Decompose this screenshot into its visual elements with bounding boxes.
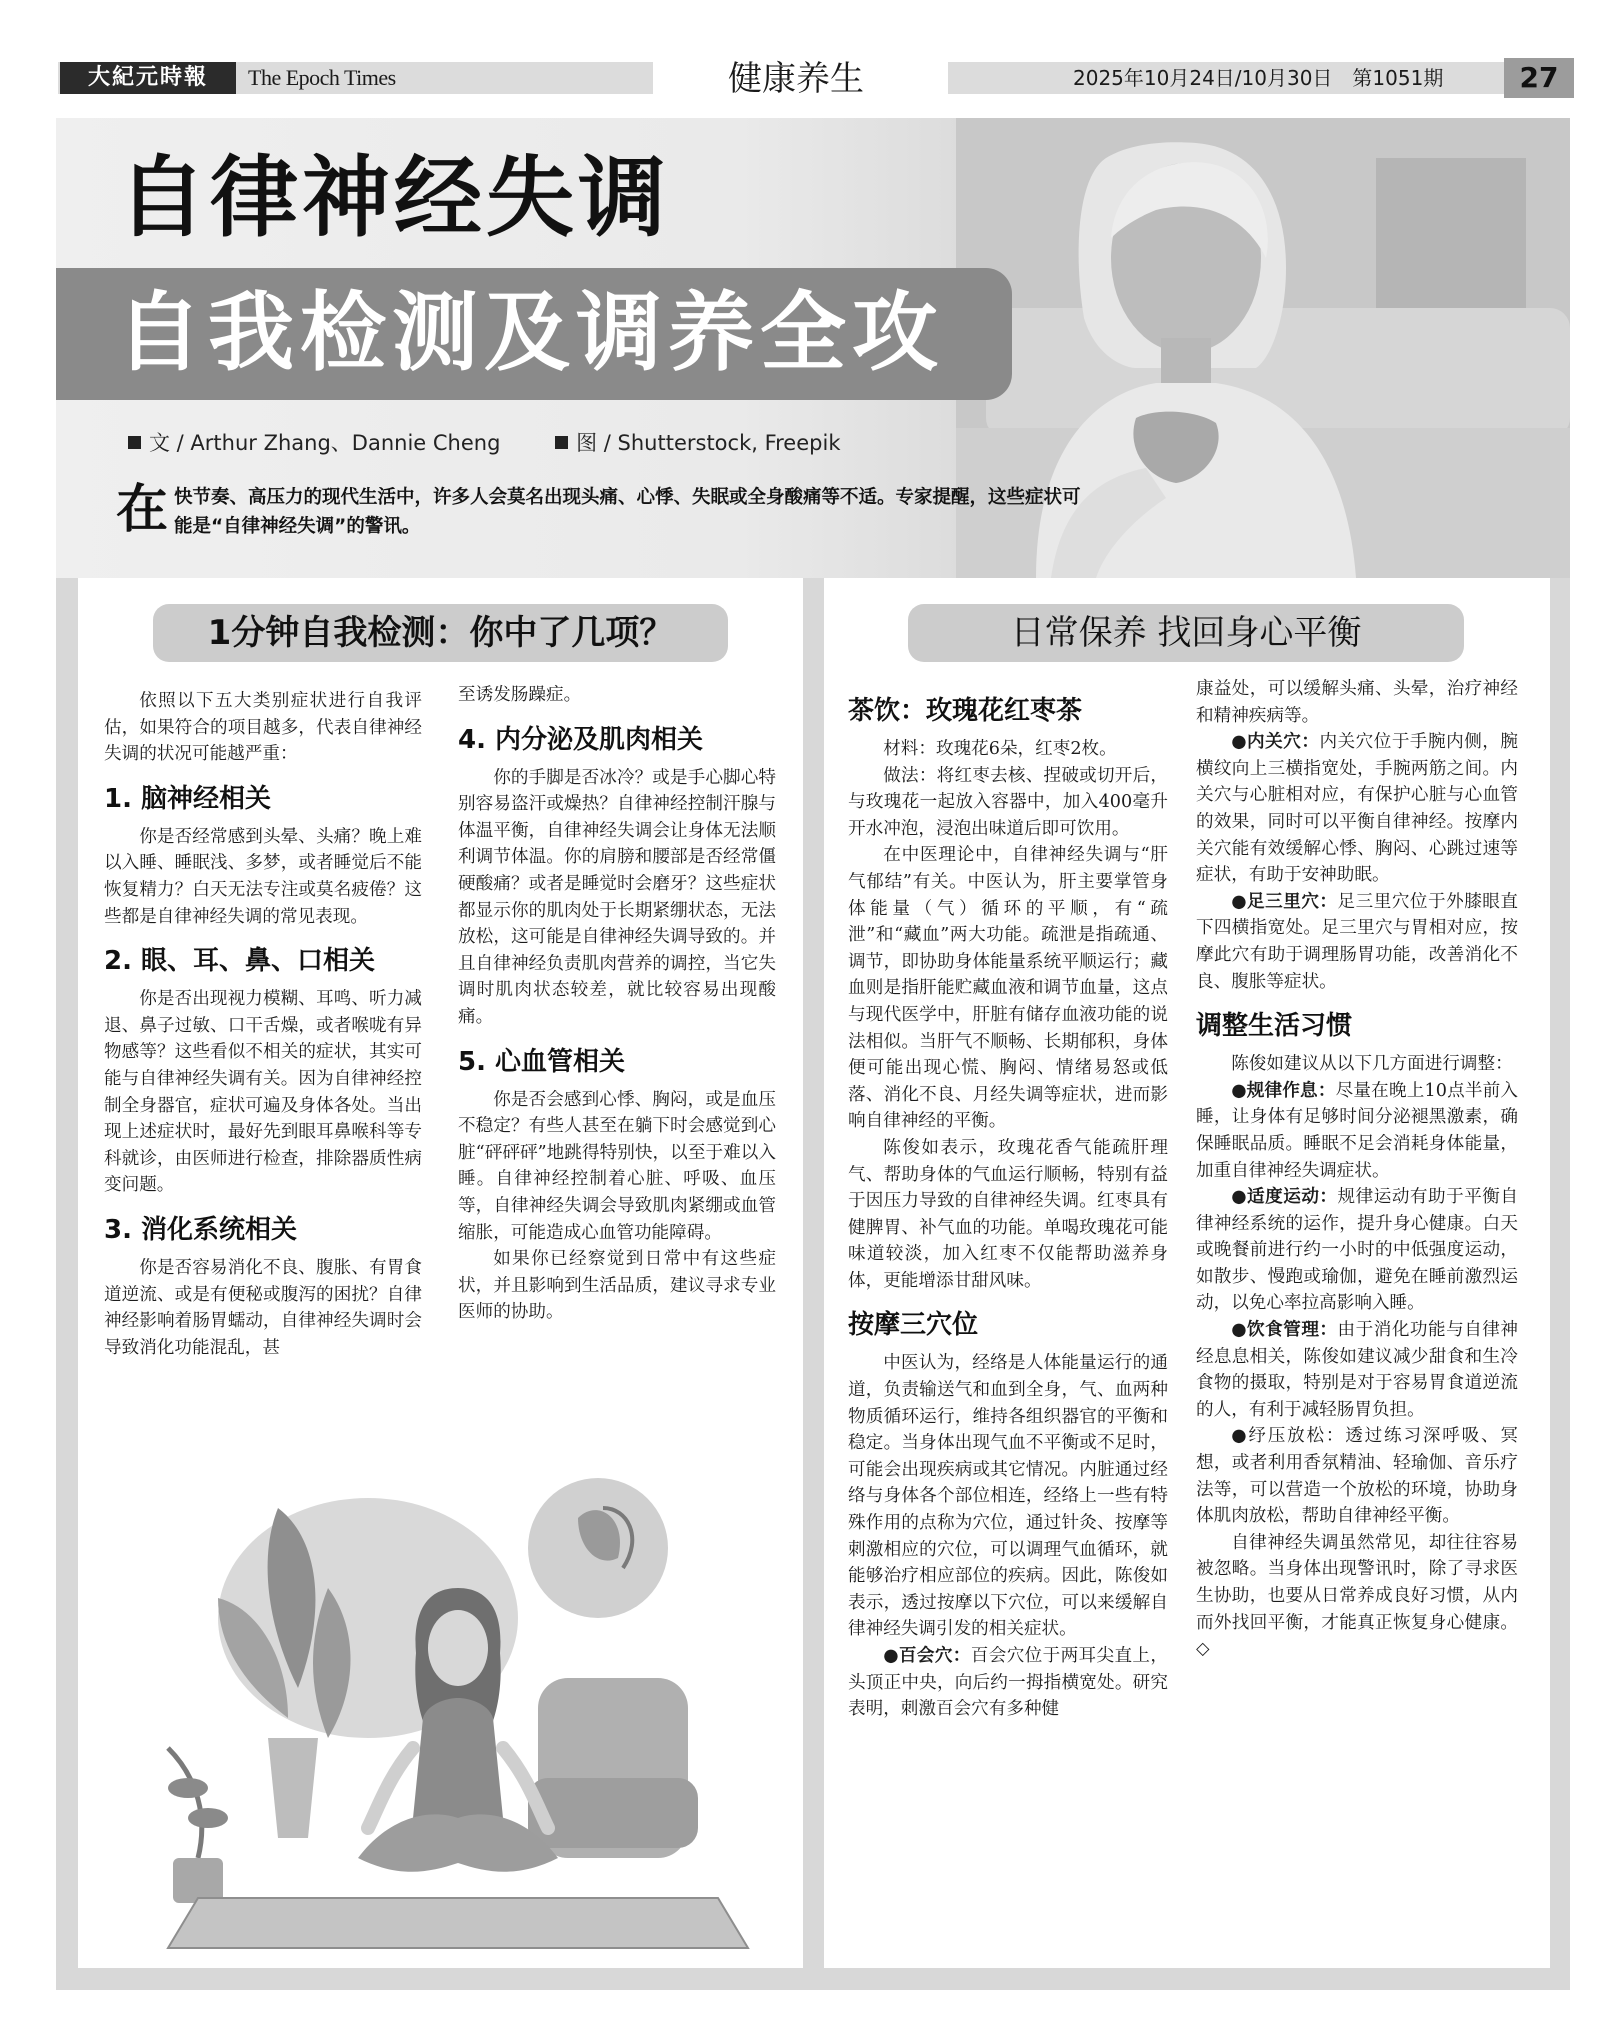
section-name: 健康养生 — [728, 59, 864, 99]
zusanli-label: ●足三里穴： — [1231, 891, 1338, 912]
byline — [128, 428, 840, 458]
digestion-continued: 至诱发肠躁症。 — [458, 685, 582, 705]
cardio-paragraph: 你是否会感到心悸、胸闷，或是血压不稳定？有些人甚至在躺下时会感觉到心脏“砰砰砰”地跳得特别快，以至于难以入睡。自律神经控制着心脏、呼吸、血压等，自律神经失调会导致肌肉紧绷或血管缩胀，可能造成心血管功能障碍。 — [458, 1089, 776, 1243]
section-heading-habits: 调整生活习惯 — [1196, 1011, 1353, 1042]
intro-paragraph: 依照以下五大类别症状进行自我评估，如果符合的项目越多，代表自律神经失调的状况可能越严重： — [104, 691, 422, 765]
title-line-1: 自律神经失调 — [118, 146, 671, 249]
tea-paragraph-1: 在中医理论中，自律神经失调与“肝气郁结”有关。中医认为，肝主要掌管身体能量（气）循环的平顺，有“疏泄”和“藏血”两大功能。疏泄是指疏通、调节，即协助身体能量系统平顺运行；藏血则是指肝能贮藏血液和调节血量，这点与现代医学中，肝脏有储存血液功能的说法相似。当肝气不顺畅、长期郁积，身体便可能出现心慌、胸闷、情绪易怒或低落、消化不良、月经失调等症状，进而影响自律神经的平衡。 — [848, 845, 1168, 1132]
right-column-1 — [848, 686, 1168, 1723]
section-heading-endocrine: 4. 内分泌及肌肉相关 — [458, 724, 704, 755]
habit-diet — [1196, 1317, 1518, 1423]
habit-diet-text: 由于消化功能与自律神经息息相关，陈俊如建议减少甜食和生冷食物的摄取，特别是对于容易胃食道逆流的人，有利于减轻肠胃负担。 — [1196, 1320, 1518, 1420]
baihui-continued: 康益处，可以缓解头痛、头晕，治疗神经和精神疾病等。 — [1196, 679, 1518, 726]
lede-paragraph — [116, 480, 1096, 541]
section-heading-senses: 2. 眼、耳、鼻、口相关 — [104, 946, 376, 977]
square-bullet-icon — [128, 436, 141, 449]
brain-paragraph: 你是否经常感到头晕、头痛？晚上难以入睡、睡眠浅、多梦，或者睡觉后不能恢复精力？白天无法专注或莫名疲倦？这些都是自律神经失调的常见表现。 — [104, 826, 422, 927]
section-heading-tea: 茶饮：玫瑰花红枣茶 — [848, 696, 1083, 726]
hero-banner — [56, 118, 1570, 578]
left-column-1 — [104, 688, 422, 1361]
byline-author: 文 / Arthur Zhang、Dannie Cheng — [149, 431, 501, 455]
lede-text: 快节奏、高压力的现代生活中，许多人会莫名出现头痛、心悸、失眠或全身酸痛等不适。专家提醒，这些症状可能是“自律神经失调”的警讯。 — [174, 487, 1081, 537]
habit-sleep-text: 尽量在晚上10点半前入睡，让身体有足够时间分泌褪黑激素，确保睡眠品质。睡眠不足会消耗身体能量，加重自律神经失调症状。 — [1196, 1080, 1518, 1181]
digestion-paragraph: 你是否容易消化不良、腹胀、有胃食道逆流、或是有便秘或腹泻的困扰？自律神经影响着肠胃蠕动，自律神经失调时会导致消化功能混乱，甚 — [104, 1257, 422, 1358]
neiguan-paragraph — [1196, 729, 1518, 889]
habit-diet-label: ●饮食管理： — [1231, 1320, 1338, 1341]
senses-paragraph: 你是否出现视力模糊、耳鸣、听力减退、鼻子过敏、口干舌燥，或者喉咙有异物感等？这些看似不相关的症状，其实可能与自律神经失调有关。因为自律神经控制全身器官，症状可遍及身体各处。当出现上述症状时，最好先到眼耳鼻喉科等专科就诊，由医师进行检查，排除器质性病变问题。 — [104, 989, 422, 1196]
tea-method: 做法：将红枣去核、捏破或切开后，与玫瑰花一起放入容器中，加入400毫升开水冲泡，浸泡出味道后即可饮用。 — [848, 765, 1168, 839]
neiguan-text: 内关穴位于手腕内侧，腕横纹向上三横指宽处，手腕两筋之间。内关穴与心脏相对应，有保护心脏与心血管的效果，同时可以平衡自律神经。按摩内关穴能有效缓解心悸、胸闷、心跳过速等症状，有助于安神助眠。 — [1196, 732, 1518, 886]
closing-paragraph-right: 自律神经失调虽然常见，却往往容易被忽略。当身体出现警讯时，除了寻求医生协助，也要从日常养成良好习惯，从内而外找回平衡，才能真正恢复身心健康。◇ — [1196, 1532, 1518, 1660]
masthead — [58, 58, 1574, 100]
masthead-left-bar — [58, 62, 653, 94]
section-heading-massage: 按摩三穴位 — [848, 1310, 979, 1341]
byline-image-credit: 图 / Shutterstock, Freepik — [576, 431, 841, 455]
closing-paragraph: 如果你已经察觉到日常中有这些症状，并且影响到生活品质，建议寻求专业医师的协助。 — [458, 1249, 776, 1323]
drop-cap: 在 — [116, 480, 169, 540]
habit-sleep-label: ●规律作息： — [1231, 1080, 1336, 1101]
self-test-panel — [78, 578, 803, 1968]
habit-exercise-text: 规律运动有助于平衡自律神经系统的运作，提升身心健康。白天或晚餐前进行约一小时的中低强度运动，如散步、慢跑或瑜伽，避免在睡前激烈运动，以免心率拉高影响入睡。 — [1196, 1187, 1518, 1314]
zusanli-text: 足三里穴位于外膝眼直下四横指宽处。足三里穴与胃相对应，按摩此穴有助于调理肠胃功能，改善消化不良、腹胀等症状。 — [1196, 891, 1518, 992]
habit-exercise — [1196, 1184, 1518, 1317]
tea-paragraph-2: 陈俊如表示，玫瑰花香气能疏肝理气、帮助身体的气血运行顺畅，特别有益于因压力导致的自律神经失调。红枣具有健脾胃、补气血的功能。单喝玫瑰花可能味道较淡，加入红枣不仅能帮助滋养身体，更能增添甘甜风味。 — [848, 1137, 1168, 1291]
title-line-2: 自我检测及调养全攻 — [116, 283, 944, 383]
habit-exercise-label: ●适度运动： — [1231, 1187, 1338, 1208]
paper-logo: 大紀元時報 — [60, 62, 236, 94]
self-test-heading: 1分钟自我检测：你中了几项？ — [153, 604, 728, 662]
baihui-text: 百会穴位于两耳尖直上，头顶正中央，向后约一拇指横宽处。研究表明，刺激百会穴有多种健 — [848, 1646, 1168, 1720]
habit-sleep — [1196, 1078, 1518, 1184]
section-heading-brain: 1. 脑神经相关 — [104, 783, 272, 814]
square-bullet-icon — [555, 436, 568, 449]
issue-date: 2025年10月24日/10月30日 第1051期 — [1073, 66, 1444, 90]
paper-english-name: The Epoch Times — [248, 65, 396, 90]
section-heading-cardio: 5. 心血管相关 — [458, 1046, 626, 1077]
page-number: 27 — [1504, 58, 1574, 98]
tea-materials: 材料：玫瑰花6朵，红枣2枚。 — [883, 739, 1117, 759]
habit-relax: ●纾压放松：透过练习深呼吸、冥想，或者利用香氛精油、轻瑜伽、音乐疗法等，可以营造一个放松的环境，协助身体肌肉放松，帮助自律神经平衡。 — [1196, 1426, 1518, 1527]
baihui-label: ●百会穴： — [883, 1646, 971, 1666]
daily-care-panel — [824, 578, 1550, 1968]
daily-care-heading: 日常保养 找回身心平衡 — [908, 604, 1464, 662]
masthead-right-bar — [948, 62, 1574, 94]
neiguan-label: ●内关穴： — [1231, 732, 1320, 753]
habits-intro: 陈俊如建议从以下几方面进行调整： — [1231, 1054, 1513, 1075]
right-column-2 — [1196, 676, 1518, 1663]
title-band — [56, 268, 1012, 400]
meditation-illustration — [158, 1478, 758, 1958]
section-heading-digestion: 3. 消化系统相关 — [104, 1214, 298, 1245]
baihui-paragraph — [848, 1643, 1168, 1723]
endocrine-paragraph: 你的手脚是否冰冷？或是手心脚心特别容易盗汗或燥热？自律神经控制汗腺与体温平衡，自律神经失调会让身体无法顺利调节体温。你的肩膀和腰部是否经常僵硬酸痛？或者是睡觉时会磨牙？这些症状都显示你的肌肉处于长期紧绷状态，无法放松，这可能是自律神经失调导致的。并且自律神经负责肌肉营养的调控，当它失调时肌肉状态较差，就比较容易出现酸痛。 — [458, 767, 776, 1027]
left-column-2 — [458, 682, 776, 1326]
zusanli-paragraph — [1196, 889, 1518, 995]
massage-paragraph: 中医认为，经络是人体能量运行的通道，负责输送气和血到全身，气、血两种物质循环运行，维持各组织器官的平衡和稳定。当身体出现气血不平衡或不足时，可能会出现疾病或其它情况。内脏通过经络与身体各个部位相连，经络上一些有特殊作用的点称为穴位，通过针灸、按摩等刺激相应的穴位，可以调理气血循环，就能够治疗相应部位的疾病。因此，陈俊如表示，透过按摩以下穴位，可以来缓解自律神经失调引发的相关症状。 — [848, 1353, 1168, 1640]
